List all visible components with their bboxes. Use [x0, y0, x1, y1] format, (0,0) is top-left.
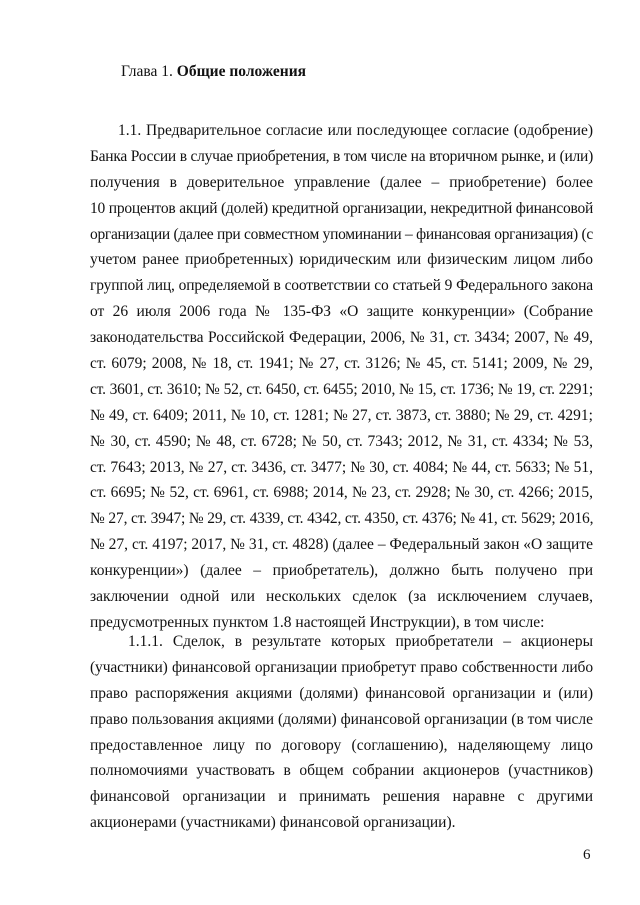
text-line: полномочиями участвовать в общем собрании акционеров (участников) — [90, 762, 593, 780]
text-line: от 26 июля 2006 года № 135-ФЗ «О защите конкуренции» (Собрание — [90, 303, 593, 321]
text-line: № 27, ст. 3947; № 29, ст. 4339, ст. 4342, ст. 4350, ст. 4376; № 41, ст. 5629; 2016, — [90, 510, 594, 528]
chapter-number: Глава 1. — [121, 63, 173, 80]
text-line: 1.1. Предварительное согласие или последующее согласие (одобрение) — [118, 122, 593, 139]
paragraph-1-1-1 — [90, 629, 593, 836]
text-line: ст. 7643; 2013, № 27, ст. 3436, ст. 3477; № 30, ст. 4084; № 44, ст. 5633; № 51, — [90, 458, 593, 476]
text-line: получения в доверительное управление (далее – приобретение) более — [90, 173, 593, 191]
text-line: № 27, ст. 4197; 2017, № 31, ст. 4828) (далее – Федеральный закон «О защите — [90, 536, 593, 554]
page-number: 6 — [583, 847, 591, 863]
chapter-heading — [121, 62, 306, 82]
text-line: ст. 6079; 2008, № 18, ст. 1941; № 27, ст. 3126; № 45, ст. 5141; 2009, № 29, — [90, 355, 593, 373]
paragraph-1-1 — [90, 118, 593, 636]
text-line: конкуренции») (далее – приобретатель), должно быть получено при — [90, 562, 593, 580]
text-line: № 30, ст. 4590; № 48, ст. 6728; № 50, ст. 7343; 2012, № 31, ст. 4334; № 53, — [90, 432, 593, 450]
text-line: (участники) финансовой организации приобретут право собственности либо — [90, 658, 593, 676]
text-line: законодательства Российской Федерации, 2006, № 31, ст. 3434; 2007, № 49, — [90, 329, 593, 347]
text-line: ст. 3601, ст. 3610; № 52, ст. 6450, ст. 6455; 2010, № 15, ст. 1736; № 19, ст. 2291; — [90, 380, 593, 398]
text-line: предусмотренных пунктом 1.8 настоящей Инструкции), в том числе: — [90, 613, 545, 631]
text-line: учетом ранее приобретенных) юридическим или физическим лицом либо — [90, 251, 593, 269]
text-line: № 49, ст. 6409; 2011, № 10, ст. 1281; № 27, ст. 3873, ст. 3880; № 29, ст. 4291; — [90, 406, 593, 424]
text-line: заключении одной или нескольких сделок (за исключением случаев, — [90, 588, 593, 606]
text-line: акционерами (участниками) финансовой организации). — [90, 814, 456, 832]
text-line: 10 процентов акций (долей) кредитной организации, некредитной финансовой — [90, 199, 593, 217]
text-line: 1.1.1. Сделок, в результате которых приобретатели – акционеры — [128, 633, 593, 650]
text-line: финансовой организации и принимать решения наравне с другими — [90, 788, 593, 806]
chapter-title: Общие положения — [176, 63, 307, 80]
text-line: право пользования акциями (долями) финансовой организации (в том числе — [90, 710, 593, 728]
text-line: право распоряжения акциями (долями) финансовой организации и (или) — [90, 684, 593, 702]
text-line: предоставленное лицу по договору (соглашению), наделяющему лицо — [90, 736, 593, 754]
text-line: группой лиц, определяемой в соответствии со статьей 9 Федерального закона — [90, 277, 593, 295]
text-line: организации (далее при совместном упоминании – финансовая организация) (с — [90, 225, 593, 243]
text-line: Банка России в случае приобретения, в том числе на вторичном рынке, и (или) — [90, 147, 593, 165]
text-line: ст. 6695; № 52, ст. 6961, ст. 6988; 2014, № 23, ст. 2928; № 30, ст. 4266; 2015, — [90, 484, 593, 502]
